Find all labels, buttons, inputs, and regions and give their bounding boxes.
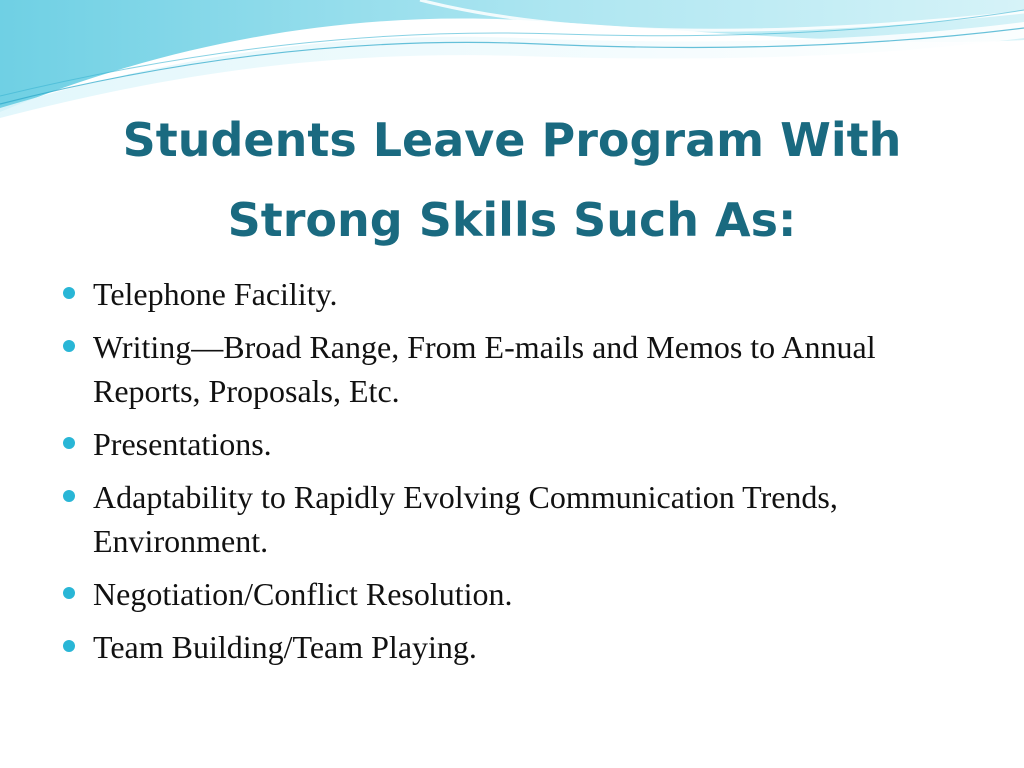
bullet-dot-icon [63,340,75,352]
bullet-text: Presentations. [93,426,272,462]
bullet-dot-icon [63,437,75,449]
bullet-item [60,422,960,466]
bullet-text: Team Building/Team Playing. [93,629,477,665]
bullet-dot-icon [63,490,75,502]
bullet-dot-icon [63,640,75,652]
bullet-item [60,325,960,413]
title-line-1: Students Leave Program With [122,113,902,167]
slide-title [60,100,964,260]
bullet-text: Adaptability to Rapidly Evolving Communication Trends, Environment. [93,479,838,559]
bullet-item [60,572,960,616]
bullet-dot-icon [63,587,75,599]
bullet-text: Negotiation/Conflict Resolution. [93,576,513,612]
bullet-item [60,475,960,563]
bullet-dot-icon [63,287,75,299]
bullet-list [60,272,960,678]
title-line-2: Strong Skills Such As: [227,193,797,247]
bullet-text: Writing—Broad Range, From E-mails and Memos to Annual Reports, Proposals, Etc. [93,329,876,409]
bullet-text: Telephone Facility. [93,276,338,312]
bullet-item [60,625,960,669]
bullet-item [60,272,960,316]
